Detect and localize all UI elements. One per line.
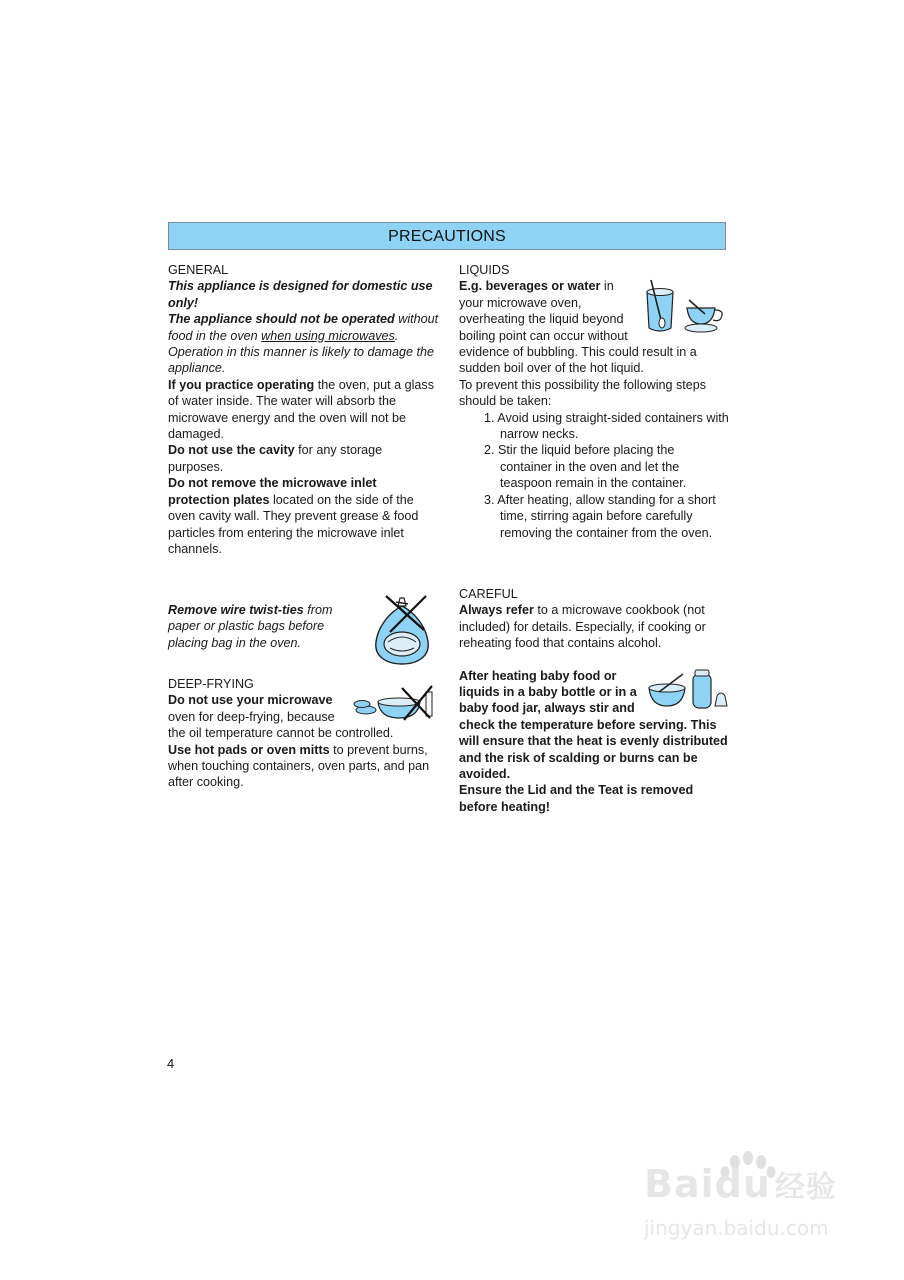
watermark-brand: Baidu 经验 — [644, 1162, 837, 1206]
general-section — [168, 262, 440, 557]
general-p2: The appliance should not be operated without food in the oven when using microwaves. Operation in this manner is likely to damage the appliance. — [168, 312, 439, 376]
list-item: 2. Stir the liquid before placing the container in the oven and let the teaspoon remain in the container. — [484, 443, 687, 491]
liquids-steps-list — [459, 410, 729, 541]
careful-p3: Ensure the Lid and the Teat is removed before heating! — [459, 783, 694, 814]
careful-p2: After heating baby food or liquids in a baby bottle or in a baby food jar, always stir and check the temperature before serving. This will ensure that the heat is evenly distributed and the risk of scalding or burns can be avoided. — [459, 668, 728, 782]
careful-heading: CAREFUL — [459, 587, 518, 601]
general-p5: Do not remove the microwave inlet protection plates located on the side of the oven cavity wall. They prevent grease & food particles from entering the microwave inlet channels. — [168, 476, 419, 556]
frying-pan-crossed-icon — [350, 684, 440, 724]
page-title: PRECAUTIONS — [168, 222, 726, 250]
liquids-section — [459, 262, 729, 541]
baby-bottle-and-bowl-icon — [647, 668, 729, 714]
careful-p1: Always refer to a microwave cookbook (not included) for details. Especially, if cooking or reheating food that contains alcohol. — [459, 603, 706, 651]
general-p1: This appliance is designed for domestic use only! — [168, 279, 433, 310]
glass-and-cup-icon — [643, 278, 729, 336]
liquids-p2: To prevent this possibility the following steps should be taken: — [459, 377, 707, 409]
deep-frying-section — [168, 676, 440, 791]
twist-ties-section — [168, 592, 436, 668]
twist-ties-text: Remove wire twist-ties from paper or plastic bags before placing bag in the oven. — [168, 603, 333, 650]
list-item: 3. After heating, allow standing for a short time, stirring again before carefully removing the container from the oven. — [484, 492, 716, 540]
page-number: 4 — [167, 1056, 175, 1071]
list-item: 1. Avoid using straight-sided containers with narrow necks. — [484, 410, 729, 442]
deep-frying-p1: Do not use your microwave oven for deep-frying, because the oil temperature cannot be controlled. — [168, 693, 394, 741]
watermark-url: jingyan.baidu.com — [644, 1216, 829, 1240]
general-heading: GENERAL — [168, 263, 229, 277]
deep-frying-heading: DEEP-FRYING — [168, 677, 254, 691]
general-p4: Do not use the cavity for any storage purposes. — [168, 443, 383, 474]
baidu-watermark — [640, 1150, 860, 1250]
careful-section — [459, 586, 729, 815]
deep-frying-p2: Use hot pads or oven mitts to prevent burns, when touching containers, oven parts, and pan after cooking. — [168, 742, 430, 790]
liquids-p1: E.g. beverages or water in your microwave oven, overheating the liquid beyond boiling point can occur without evidence of bubbling. This could result in a sudden boil over of the hot liquid. — [459, 279, 697, 376]
liquids-heading: LIQUIDS — [459, 263, 510, 277]
general-p3: If you practice operating the oven, put a glass of water inside. The water will absorb the microwave energy and the oven will not be damaged. — [168, 377, 434, 442]
plastic-bag-crossed-icon — [368, 592, 436, 668]
